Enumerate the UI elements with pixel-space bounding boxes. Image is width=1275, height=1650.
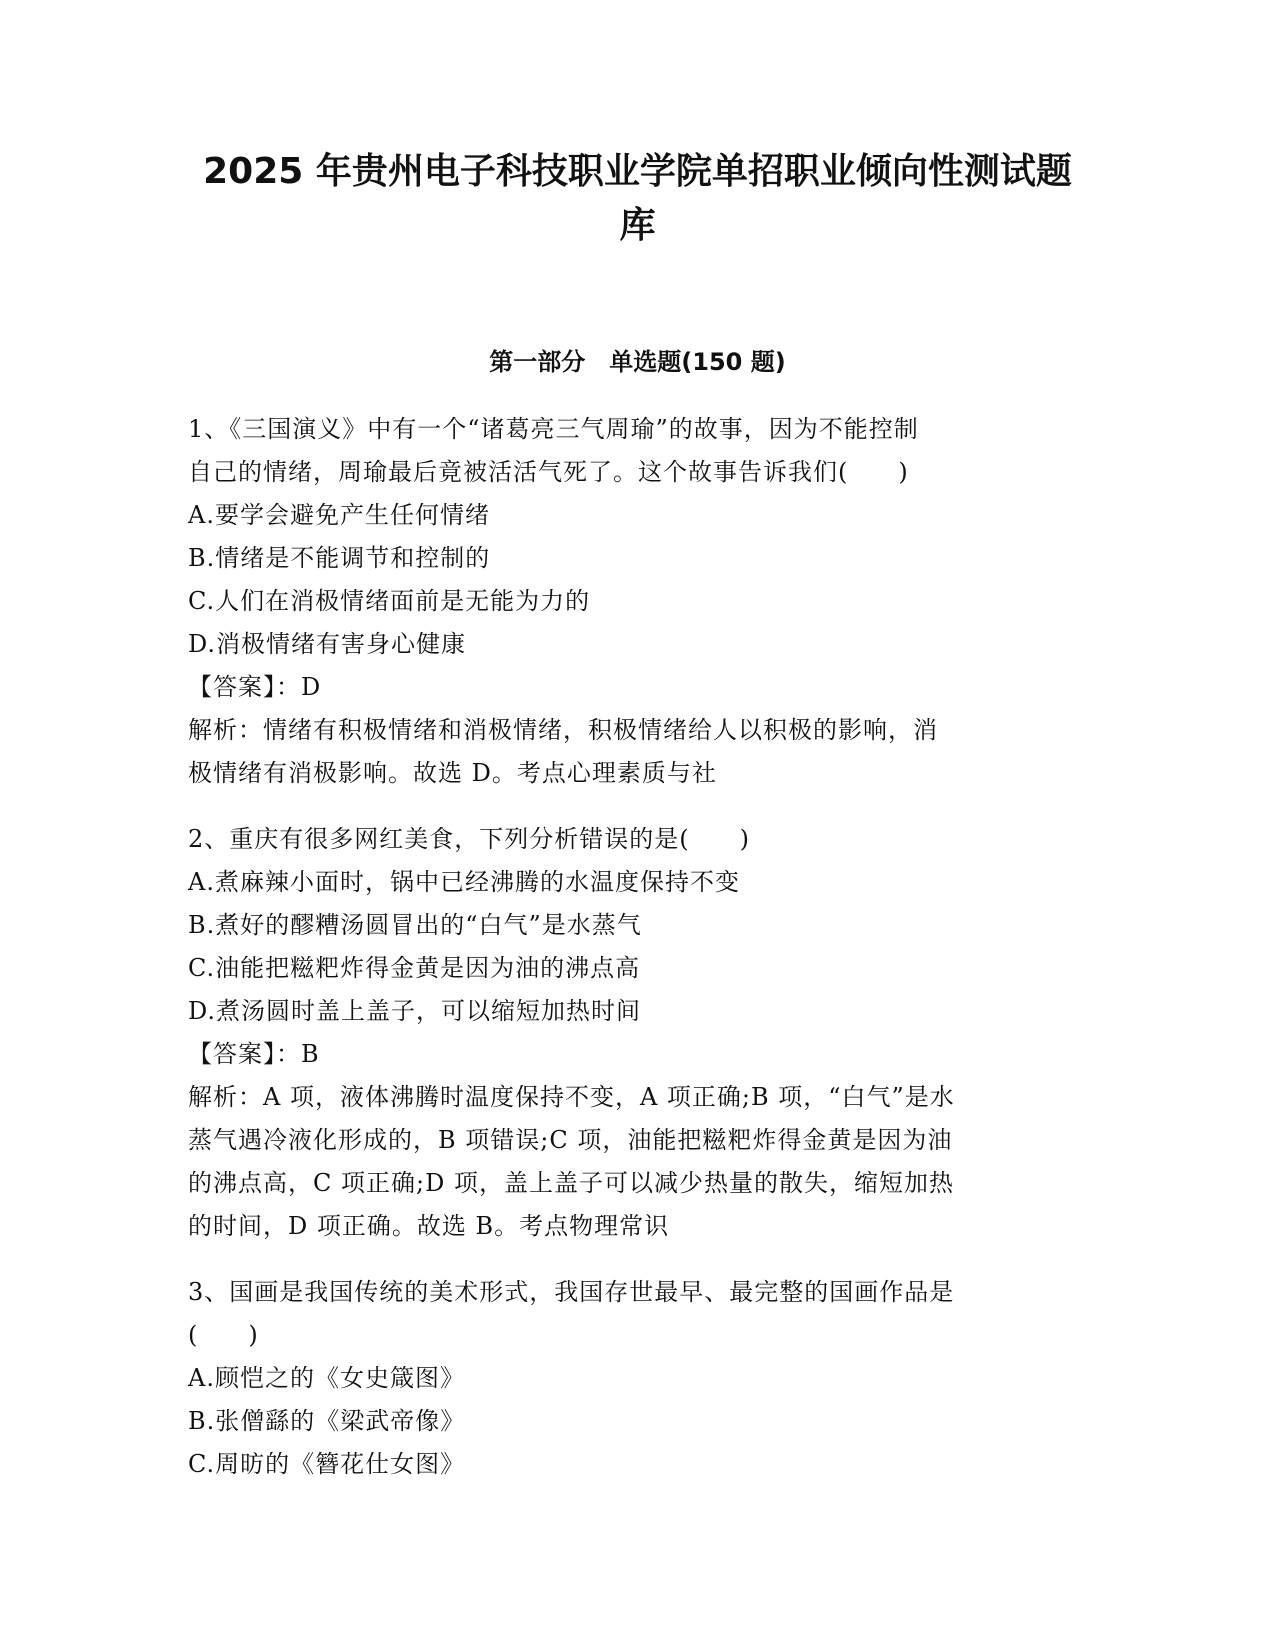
question-3 — [188, 1271, 1088, 1486]
question-2-stem-line-1: 2、重庆有很多网红美食，下列分析错误的是( ) — [188, 825, 750, 853]
question-2-option-b: B.煮好的醪糟汤圆冒出的“白气”是水蒸气 — [188, 911, 642, 939]
question-1-answer: 【答案】：D — [188, 673, 322, 701]
question-1-analysis-line-1: 解析：情绪有积极情绪和消极情绪，积极情绪给人以积极的影响，消 — [188, 716, 938, 744]
question-2-option-c: C.油能把糍粑炸得金黄是因为油的沸点高 — [188, 954, 641, 982]
question-2-analysis-line-4: 的时间，D 项正确。故选 B。考点物理常识 — [188, 1212, 670, 1240]
question-1 — [188, 408, 1088, 795]
document-title-line-1: 2025 年贵州电子科技职业学院单招职业倾向性测试题 — [203, 151, 1072, 192]
question-2-option-d: D.煮汤圆时盖上盖子，可以缩短加热时间 — [188, 997, 642, 1025]
question-2-analysis-line-3: 的沸点高，C 项正确;D 项，盖上盖子可以减少热量的散失，缩短加热 — [188, 1169, 954, 1197]
document-title — [180, 145, 1095, 253]
question-3-stem-line-1: 3、国画是我国传统的美术形式，我国存世最早、最完整的国画作品是 — [188, 1278, 955, 1306]
question-3-option-a: A.顾恺之的《女史箴图》 — [188, 1364, 465, 1392]
question-1-option-c: C.人们在消极情绪面前是无能为力的 — [188, 587, 591, 615]
question-2-analysis-line-1: 解析：A 项，液体沸腾时温度保持不变，A 项正确;B 项，“白气”是水 — [188, 1083, 955, 1111]
question-2-analysis-line-2: 蒸气遇冷液化形成的，B 项错误;C 项，油能把糍粑炸得金黄是因为油 — [188, 1126, 953, 1154]
question-1-stem-line-2: 自己的情绪，周瑜最后竟被活活气死了。这个故事告诉我们( ) — [188, 458, 909, 486]
question-1-option-d: D.消极情绪有害身心健康 — [188, 630, 467, 658]
question-1-stem-line-1: 1、《三国演义》中有一个“诸葛亮三气周瑜”的故事，因为不能控制 — [188, 415, 919, 443]
question-2 — [188, 818, 1088, 1248]
section-title: 第一部分 单选题(150 题) — [489, 348, 786, 376]
question-3-stem-line-2: ( ) — [188, 1321, 259, 1349]
question-1-option-b: B.情绪是不能调节和控制的 — [188, 544, 491, 572]
question-1-option-a: A.要学会避免产生任何情绪 — [188, 501, 490, 529]
question-3-option-c: C.周昉的《簪花仕女图》 — [188, 1450, 466, 1478]
question-1-analysis-line-2: 极情绪有消极影响。故选 D。考点心理素质与社 — [188, 759, 717, 787]
question-2-answer: 【答案】：B — [188, 1040, 320, 1068]
document-title-line-2: 库 — [619, 205, 656, 246]
question-2-option-a: A.煮麻辣小面时，锅中已经沸腾的水温度保持不变 — [188, 868, 740, 896]
question-3-option-b: B.张僧繇的《梁武帝像》 — [188, 1407, 466, 1435]
